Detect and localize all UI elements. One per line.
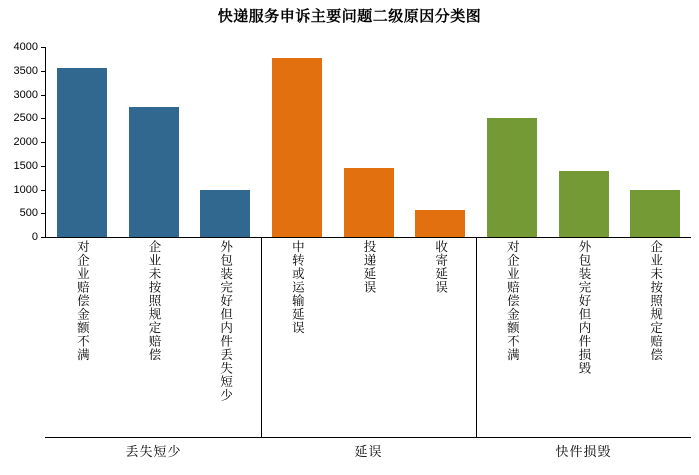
category-label: [548, 240, 620, 380]
plot-area: [46, 47, 691, 237]
x-axis-line: [45, 237, 691, 238]
category-label-text: 企业未按照规定赔偿: [146, 240, 161, 362]
y-tick-mark: [41, 142, 45, 143]
group-label: 延误: [354, 444, 383, 459]
y-tick-mark: [41, 71, 45, 72]
bar[interactable]: [415, 210, 465, 237]
category-label: [189, 240, 261, 407]
y-tick-label: 3000: [13, 88, 38, 101]
y-tick-mark: [41, 118, 45, 119]
bar[interactable]: [630, 190, 680, 237]
y-tick-label: 2500: [13, 112, 38, 125]
bar[interactable]: [57, 68, 107, 237]
category-label: [476, 240, 548, 367]
y-tick-label: 0: [31, 231, 38, 243]
bar[interactable]: [272, 58, 322, 237]
category-label: [333, 240, 405, 299]
y-tick-mark: [41, 47, 45, 48]
y-tick-mark: [41, 166, 45, 167]
bar[interactable]: [344, 168, 394, 237]
y-tick-mark: [41, 95, 45, 96]
category-label-text: 外包装完好但内件丢失短少: [218, 240, 233, 402]
group-separator: [261, 238, 262, 437]
category-label-text: 外包装完好但内件损毁: [576, 240, 591, 375]
bar[interactable]: [129, 107, 179, 237]
y-tick-label: 500: [19, 207, 38, 220]
category-label-text: 对企业赔偿金额不满: [505, 240, 520, 362]
y-tick-mark: [41, 213, 45, 214]
y-tick-label: 3500: [13, 64, 38, 77]
group-baseline: [45, 437, 691, 438]
y-tick-mark: [41, 190, 45, 191]
group-label: 快件损毁: [555, 444, 612, 459]
category-label-text: 投递延误: [361, 240, 376, 294]
y-tick-mark: [41, 237, 45, 238]
y-tick-label: 1000: [13, 183, 38, 196]
bar[interactable]: [200, 190, 250, 238]
chart-title: 快递服务申诉主要问题二级原因分类图: [217, 8, 482, 25]
bar[interactable]: [559, 171, 609, 237]
y-tick-label: 1500: [13, 159, 38, 172]
category-label-text: 对企业赔偿金额不满: [75, 240, 90, 362]
category-label-text: 中转或运输延误: [290, 240, 305, 335]
category-label-text: 收寄延误: [433, 240, 448, 294]
category-label: [404, 240, 476, 299]
bar[interactable]: [487, 118, 537, 237]
y-tick-label: 2000: [13, 136, 38, 148]
category-label: [261, 240, 333, 340]
category-labels: [46, 240, 691, 435]
category-label-text: 企业未按照规定赔偿: [648, 240, 663, 362]
category-label: [619, 240, 691, 367]
group-separator: [476, 238, 477, 437]
y-tick-label: 4000: [13, 41, 38, 53]
category-label: [46, 240, 118, 367]
group-label: 丢失短少: [125, 444, 182, 459]
category-label: [118, 240, 190, 367]
